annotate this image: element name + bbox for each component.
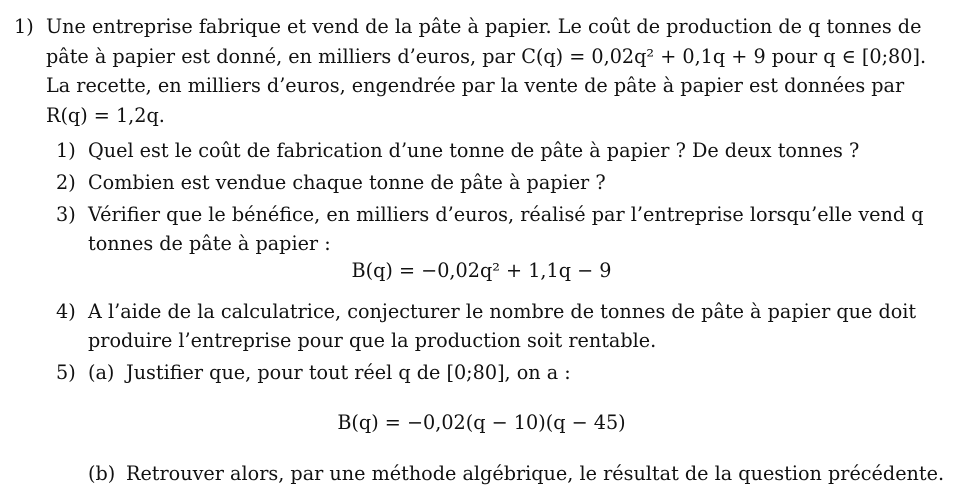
question-5b-label: (b) bbox=[88, 462, 116, 485]
question-1-number: 1) bbox=[56, 139, 76, 162]
question-5b-text: Retrouver alors, par une méthode algébrique, le résultat de la question précédente. bbox=[126, 462, 945, 485]
question-4-line-1: A l’aide de la calculatrice, conjecturer le nombre de tonnes de pâte à papier que doit bbox=[88, 300, 917, 323]
intro-line-3: La recette, en milliers d’euros, engendrée par la vente de pâte à papier est données par bbox=[46, 74, 905, 97]
question-5a-label: (a) bbox=[88, 361, 115, 384]
question-3-line-2: tonnes de pâte à papier : bbox=[88, 232, 331, 255]
question-5-equation: B(q) = −0,02(q − 10)(q − 45) bbox=[337, 411, 626, 434]
question-4-number: 4) bbox=[56, 300, 76, 323]
question-5-number: 5) bbox=[56, 361, 76, 384]
question-4-line-2: produire l’entreprise pour que la production soit rentable. bbox=[88, 329, 657, 352]
question-3-number: 3) bbox=[56, 203, 76, 226]
intro-line-2: pâte à papier est donné, en milliers d’euros, par C(q) = 0,02q² + 0,1q + 9 pour q ∈ [0;80]. bbox=[46, 45, 927, 68]
question-5a-text: Justifier que, pour tout réel q de [0;80], on a : bbox=[126, 361, 571, 384]
exercise-number: 1) bbox=[14, 15, 34, 38]
question-2-text: Combien est vendue chaque tonne de pâte à papier ? bbox=[88, 171, 606, 194]
question-3-line-1: Vérifier que le bénéfice, en milliers d’euros, réalisé par l’entreprise lorsqu’elle vend q bbox=[88, 203, 924, 226]
intro-line-4: R(q) = 1,2q. bbox=[46, 104, 165, 127]
question-3-equation: B(q) = −0,02q² + 1,1q − 9 bbox=[351, 259, 612, 282]
intro-line-1: Une entreprise fabrique et vend de la pâte à papier. Le coût de production de q tonnes de bbox=[46, 15, 922, 38]
question-2-number: 2) bbox=[56, 171, 76, 194]
question-1-text: Quel est le coût de fabrication d’une tonne de pâte à papier ? De deux tonnes ? bbox=[88, 139, 860, 162]
